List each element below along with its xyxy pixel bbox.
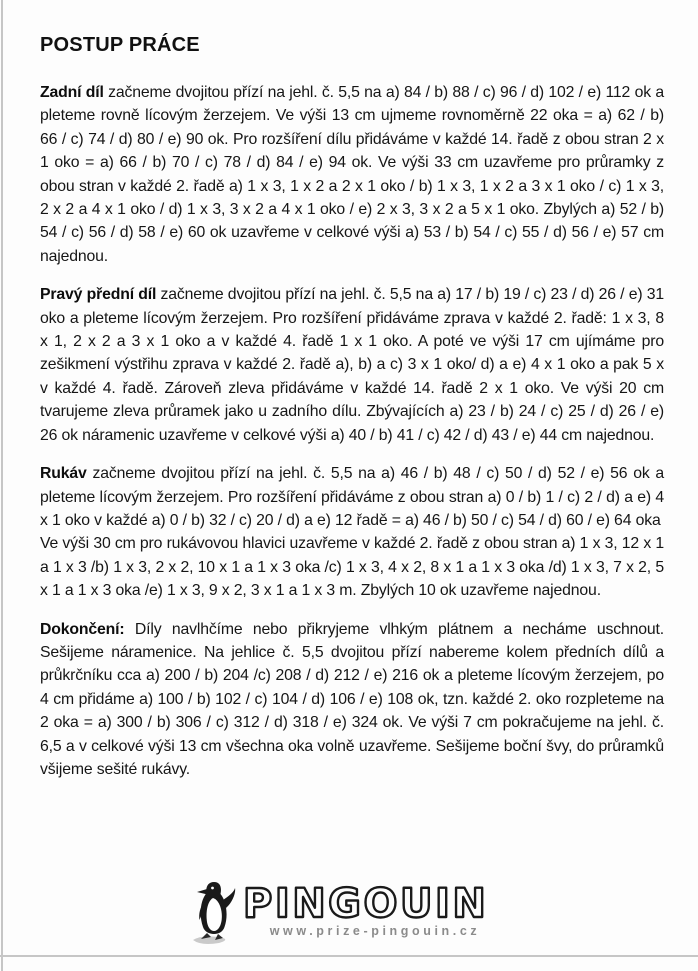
page-title: POSTUP PRÁCE [40, 34, 200, 56]
section-text: začneme dvojitou přízí na jehl. č. 5,5 na a) 17 / b) 19 / c) 23 / d) 26 / e) 31 oko a pleteme lícovým žerzejem. Pro rozšíření přidáváme zprava v každé 2. řadě: 1 x 3, 8 x 1, 2 x 2 a 3 x 1 oko a v každé 4. řadě 1 x 1 oko. A poté ve výši 17 cm ujímáme pro zešikmení výstřihu zprava v každé 2. řadě a), b) a c) 3 x 1 oko/ d) a e) 4 x 1 oko a pak 5 x v každé 4. řadě. Zároveň zleva přidáváme v každé 14. řadě 2 x 1 oko. Ve výši 20 cm tvarujeme zleva průramek jako u zadního dílu. Zbývajících a) 23 / b) 24 / c) 25 / d) 26 / e) 26 ok náramenic uzavřeme v celkové výši a) 40 / b) 41 / c) 42 / d) 43 / e) 44 cm najednou. [40, 286, 664, 444]
paragraph-rukav [40, 462, 664, 602]
section-text: začneme dvojitou přízí na jehl. č. 5,5 na a) 46 / b) 48 / c) 50 / d) 52 / e) 56 ok a pleteme lícovým žerzejem. Pro rozšíření přidáváme z obou stran a) 0 / b) 1 / c) 2 / d) a e) 4 x 1 oko v každé a) 0 / b) 32 / c) 20 / d) a e) 12 řadě = a) 46 / b) 50 / c) 54 / d) 60 / e) 64 oka [40, 465, 664, 529]
section-lead: Zadní díl [40, 84, 104, 101]
penguin-icon [189, 878, 241, 953]
section-text: začneme dvojitou přízí na jehl. č. 5,5 na a) 84 / b) 88 / c) 96 / d) 102 / e) 112 ok a pleteme rovně lícovým žerzejem. Ve výši 13 cm ujmeme rovnoměrně 22 oka = a) 62 / b) 66 / c) 74 / d) 80 / e) 90 ok. Pro rozšíření dílu přidáváme v každé 14. řadě z obou stran 2 x 1 oko = a) 66 / b) 70 / c) 78 / d) 84 / e) 94 ok. Ve výši 33 cm uzavřeme pro průramky z obou stran v každé 2. řadě a) 1 x 3, 1 x 2 a 2 x 1 oko / b) 1 x 3, 1 x 2 a 3 x 1 oko / c) 1 x 3, 2 x 2 a 4 x 1 oko / d) 1 x 3, 3 x 2 a 4 x 1 oko / e) 2 x 3, 3 x 2 a 5 x 1 oko. Zbylých a) 52 / b) 54 / c) 56 / d) 58 / e) 60 ok uzavřeme v celkové výši a) 53 / b) 54 / c) 55 / d) 56 / e) 57 cm najednou. [40, 84, 664, 265]
section-text-continued: Ve výši 30 cm pro rukávovou hlavici uzavřeme v každé 2. řadě z obou stran a) 1 x 3, 12 x 1 a 1 x 3 /b) 1 x 3, 2 x 2, 10 x 1 a 1 x 3 oka /c) 1 x 3, 4 x 2, 8 x 1 a 1 x 3 oka /d) 1 x 3, 7 x 2, 5 x 1 a 1 x 3 oka /e) 1 x 3, 9 x 2, 3 x 1 a 1 x 3 m. Zbylých 10 ok uzavřeme najednou. [40, 535, 664, 600]
brand-wordmark [241, 876, 509, 928]
website-url: www.prize-pingouin.cz [269, 924, 481, 938]
instructions-content [40, 34, 664, 796]
paragraph-pravy-predni-dil [40, 283, 664, 447]
scan-edge-left [1, 0, 3, 971]
logo-text-column [241, 876, 509, 938]
section-lead: Pravý přední díl [40, 286, 157, 304]
scan-edge-bottom [0, 955, 698, 957]
paragraph-dokonceni [40, 618, 664, 782]
section-lead: Dokončení: [40, 620, 125, 638]
section-text: Díly navlhčíme nebo přikryjeme vlhkým plátnem a necháme uschnout. Sešijeme náramenice. Na jehlice č. 5,5 dvojitou přízí nabereme kolem předních dílů a průkrčníku cca a) 200 / b) 204 /c) 208 / d) 212 / e) 216 ok a pleteme lícovým žerzejem, po 4 cm přidáme a) 100 / b) 102 / c) 104 / d) 106 / e) 108 ok, tzn. každé 2. oko rozpleteme na 2 oka = a) 300 / b) 306 / c) 312 / d) 318 / e) 324 ok. Ve výši 7 cm pokračujeme na jehl. č. 6,5 a v celkové výši 13 cm všechna oka volně uzavřeme. Sešijeme boční švy, do průramků všijeme sešité rukávy. [40, 620, 664, 778]
section-lead: Rukáv [40, 465, 87, 483]
brand-text: PINGOUIN [243, 881, 489, 927]
pingouin-logo [0, 876, 698, 953]
paragraph-zadni-dil [40, 81, 664, 268]
